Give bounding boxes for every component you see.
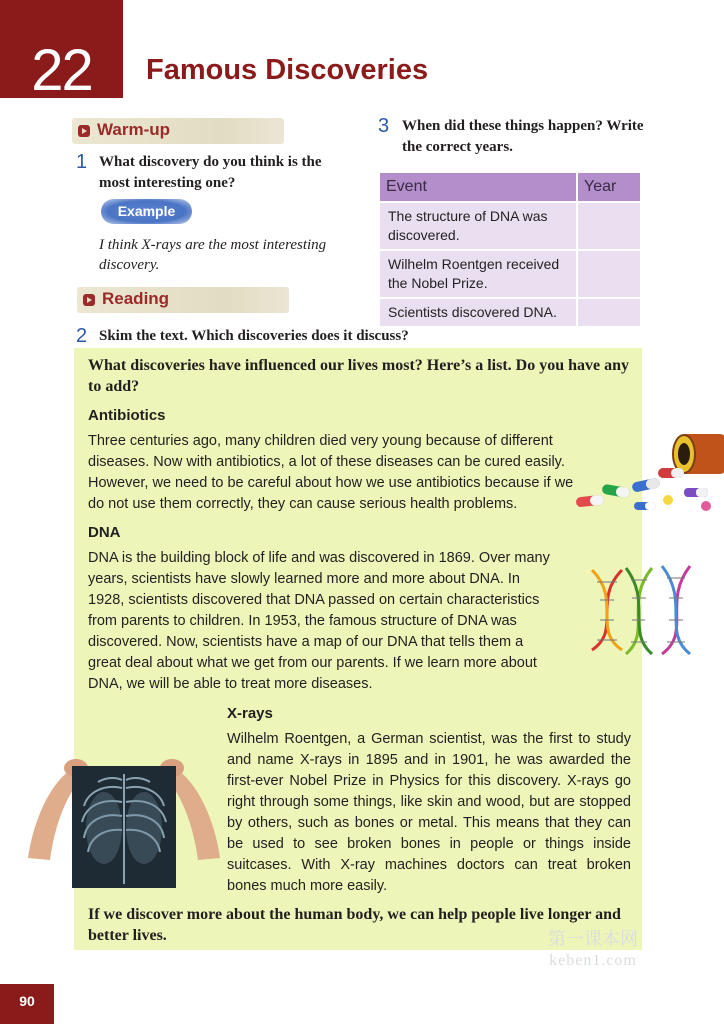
- pills-illustration: [572, 428, 724, 520]
- year-cell[interactable]: [577, 250, 641, 298]
- question-3-text: When did these things happen? Write the correct years.: [402, 118, 644, 155]
- table-header-row: [379, 172, 641, 202]
- table-header-year: Year: [577, 172, 641, 202]
- play-icon: [83, 294, 95, 306]
- reading-banner-label: Reading: [102, 289, 170, 308]
- table-row: [379, 202, 641, 250]
- table-row: [379, 250, 641, 298]
- table-header-event: Event: [379, 172, 577, 202]
- pill-bottle-icon: [673, 434, 724, 474]
- question-1-number: 1: [76, 151, 88, 173]
- page-number: 90: [0, 984, 54, 1024]
- events-table: [378, 171, 642, 328]
- section-text-dna: DNA is the building block of life and was discovered in 1869. Over many years, scientists have slowly learned more and more about DNA. In 1928, scientists discovered that DNA passed on certain characteristics from parents to children. In 1953, the famous structure of DNA was discovered. Now, scientists have a map of our DNA that tells them a great deal about what we get from our parents. If we learn more about DNA, we will be able to treat more diseases.: [88, 550, 550, 692]
- dna-illustration: [582, 560, 698, 660]
- section-heading-xrays: X-rays: [227, 705, 273, 722]
- watermark: [548, 928, 638, 972]
- warmup-banner: [72, 118, 284, 144]
- question-3-number: 3: [378, 115, 390, 137]
- watermark-line2: keben1.com: [549, 952, 637, 969]
- event-cell: Scientists discovered DNA.: [379, 298, 577, 327]
- section-heading-dna: DNA: [88, 524, 121, 541]
- reading-intro: What discoveries have influenced our lives most? Here’s a list. Do you have any to add?: [88, 357, 630, 395]
- year-cell[interactable]: [577, 298, 641, 327]
- section-text-xrays: Wilhelm Roentgen, a German scientist, was the first to study and name X-rays in 1895 and in 1901, he was awarded the first-ever Nobel Prize in Physics for this discovery. X-rays go right through some things, like skin and wood, but are stopped by others, such as bones or metal. This means that they can be used to see broken bones in people or things inside suitcases. With X-ray machines doctors can treat broken bones much more easily.: [227, 731, 631, 894]
- event-cell: Wilhelm Roentgen received the Nobel Prize.: [379, 250, 577, 298]
- capsules-icon: [576, 468, 711, 511]
- section-text-antibiotics: Three centuries ago, many children died very young because of different diseases. Now with antibiotics, a lot of these diseases can be cured easily. However, we need to be careful about how we use antibiotics because if we do not use them correctly, they can cause serious health problems.: [88, 433, 574, 512]
- watermark-line1: 第一课本网: [548, 929, 638, 949]
- table-row: [379, 298, 641, 327]
- dna-helix-icon: [592, 566, 690, 654]
- year-cell[interactable]: [577, 202, 641, 250]
- unit-number: 22: [31, 38, 92, 103]
- event-cell: The structure of DNA was discovered.: [379, 202, 577, 250]
- question-2-text: Skim the text. Which discoveries does it discuss?: [99, 328, 409, 344]
- question-1-text: What discovery do you think is the most interesting one?: [99, 154, 322, 191]
- reading-banner: [77, 287, 289, 313]
- question-2-number: 2: [76, 325, 88, 347]
- section-heading-antibiotics: Antibiotics: [88, 407, 166, 424]
- xray-illustration: [28, 748, 220, 888]
- warmup-banner-label: Warm-up: [97, 120, 171, 139]
- example-answer: I think X-rays are the most interesting discovery.: [99, 237, 327, 273]
- play-icon: [78, 125, 90, 137]
- unit-title: Famous Discoveries: [146, 54, 429, 86]
- reading-conclusion: If we discover more about the human body, we can help people live longer and better lives.: [88, 906, 621, 944]
- example-badge: Example: [101, 199, 192, 224]
